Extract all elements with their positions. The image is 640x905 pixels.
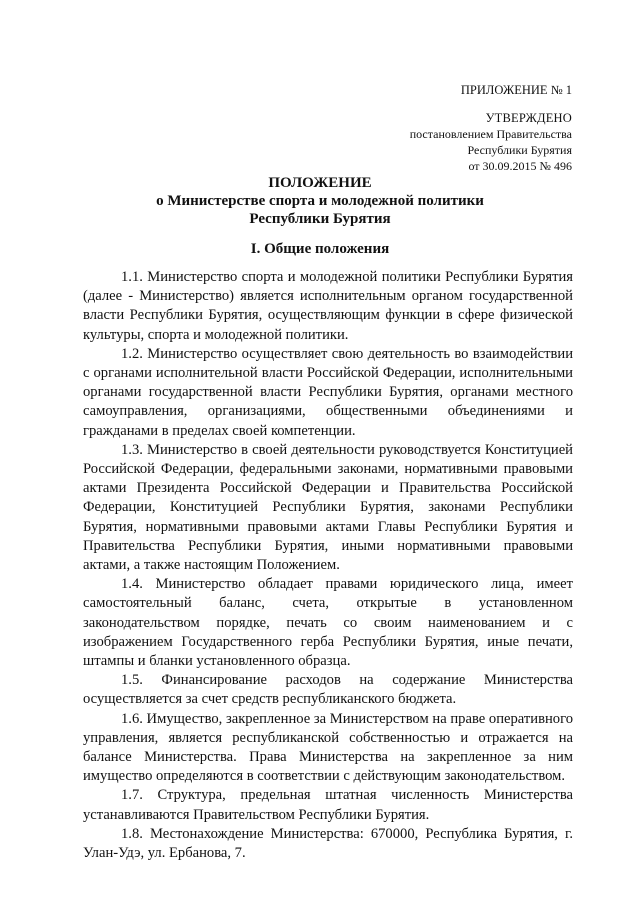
approval-line-2: Республики Бурятия — [467, 143, 572, 157]
approval-line-1: постановлением Правительства — [409, 127, 572, 141]
paragraph-1-8: 1.8. Местонахождение Министерства: 670000, Республика Бурятия, г. Улан-Удэ, ул. Ербанова, 7. — [83, 825, 573, 862]
paragraph-1-3: 1.3. Министерство в своей деятельности руководствуется Конституцией Российской Федерации, федеральными законами, нормативными правовыми актами Президента Российской Федерации и Правительства Российской Федерации, Конституцией Республики Бурятия, законами Республики Бурятия, нормативными правовыми актами Главы Республики Бурятия и Правительства Республики Бурятия, иными нормативными правовыми актами, а также настоящим Положением. — [83, 441, 573, 574]
document-title — [0, 174, 640, 228]
approved-label: УТВЕРЖДЕНО — [485, 111, 572, 125]
paragraph-1-6: 1.6. Имущество, закрепленное за Министерством на праве оперативного управления, является республиканской собственностью и отражается на балансе Министерства. Права Министерства на закрепленное за ним имущество определяются в соответствии с действующим законодательством. — [83, 710, 573, 785]
paragraph-1-2: 1.2. Министерство осуществляет свою деятельность во взаимодействии с органами исполнительной власти Российской Федерации, исполнительными органами государственной власти Республики Бурятия, органами местного самоуправления, организациями, общественными объединениями и гражданами в пределах своей компетенции. — [83, 345, 573, 439]
paragraph-1-5: 1.5. Финансирование расходов на содержание Министерства осуществляется за счет средств республиканского бюджета. — [83, 672, 573, 708]
approval-header — [410, 82, 572, 174]
section-title: I. Общие положения — [250, 241, 390, 257]
approval-line-3: от 30.09.2015 № 496 — [468, 159, 572, 173]
appendix-label: ПРИЛОЖЕНИЕ № 1 — [460, 83, 572, 97]
title-main: ПОЛОЖЕНИЕ — [268, 175, 372, 191]
document-body — [83, 268, 573, 863]
title-sub-1: о Министерстве спорта и молодежной политики — [156, 193, 484, 209]
title-sub-2: Республики Бурятия — [249, 211, 391, 227]
paragraph-1-7: 1.7. Структура, предельная штатная численность Министерства устанавливаются Правительством Республики Бурятия. — [83, 787, 573, 823]
paragraph-1-1: 1.1. Министерство спорта и молодежной политики Республики Бурятия (далее - Министерство) является исполнительным органом государственной власти Республики Бурятия, осуществляющим функции в сфере физической культуры, спорта и молодежной политики. — [83, 269, 573, 343]
paragraph-1-4: 1.4. Министерство обладает правами юридического лица, имеет самостоятельный баланс, счета, открытые в установленном законодательством порядке, печать со своим наименованием и с изображением Государственного герба Республики Бурятия, иные печати, штампы и бланки установленного образца. — [83, 576, 573, 670]
